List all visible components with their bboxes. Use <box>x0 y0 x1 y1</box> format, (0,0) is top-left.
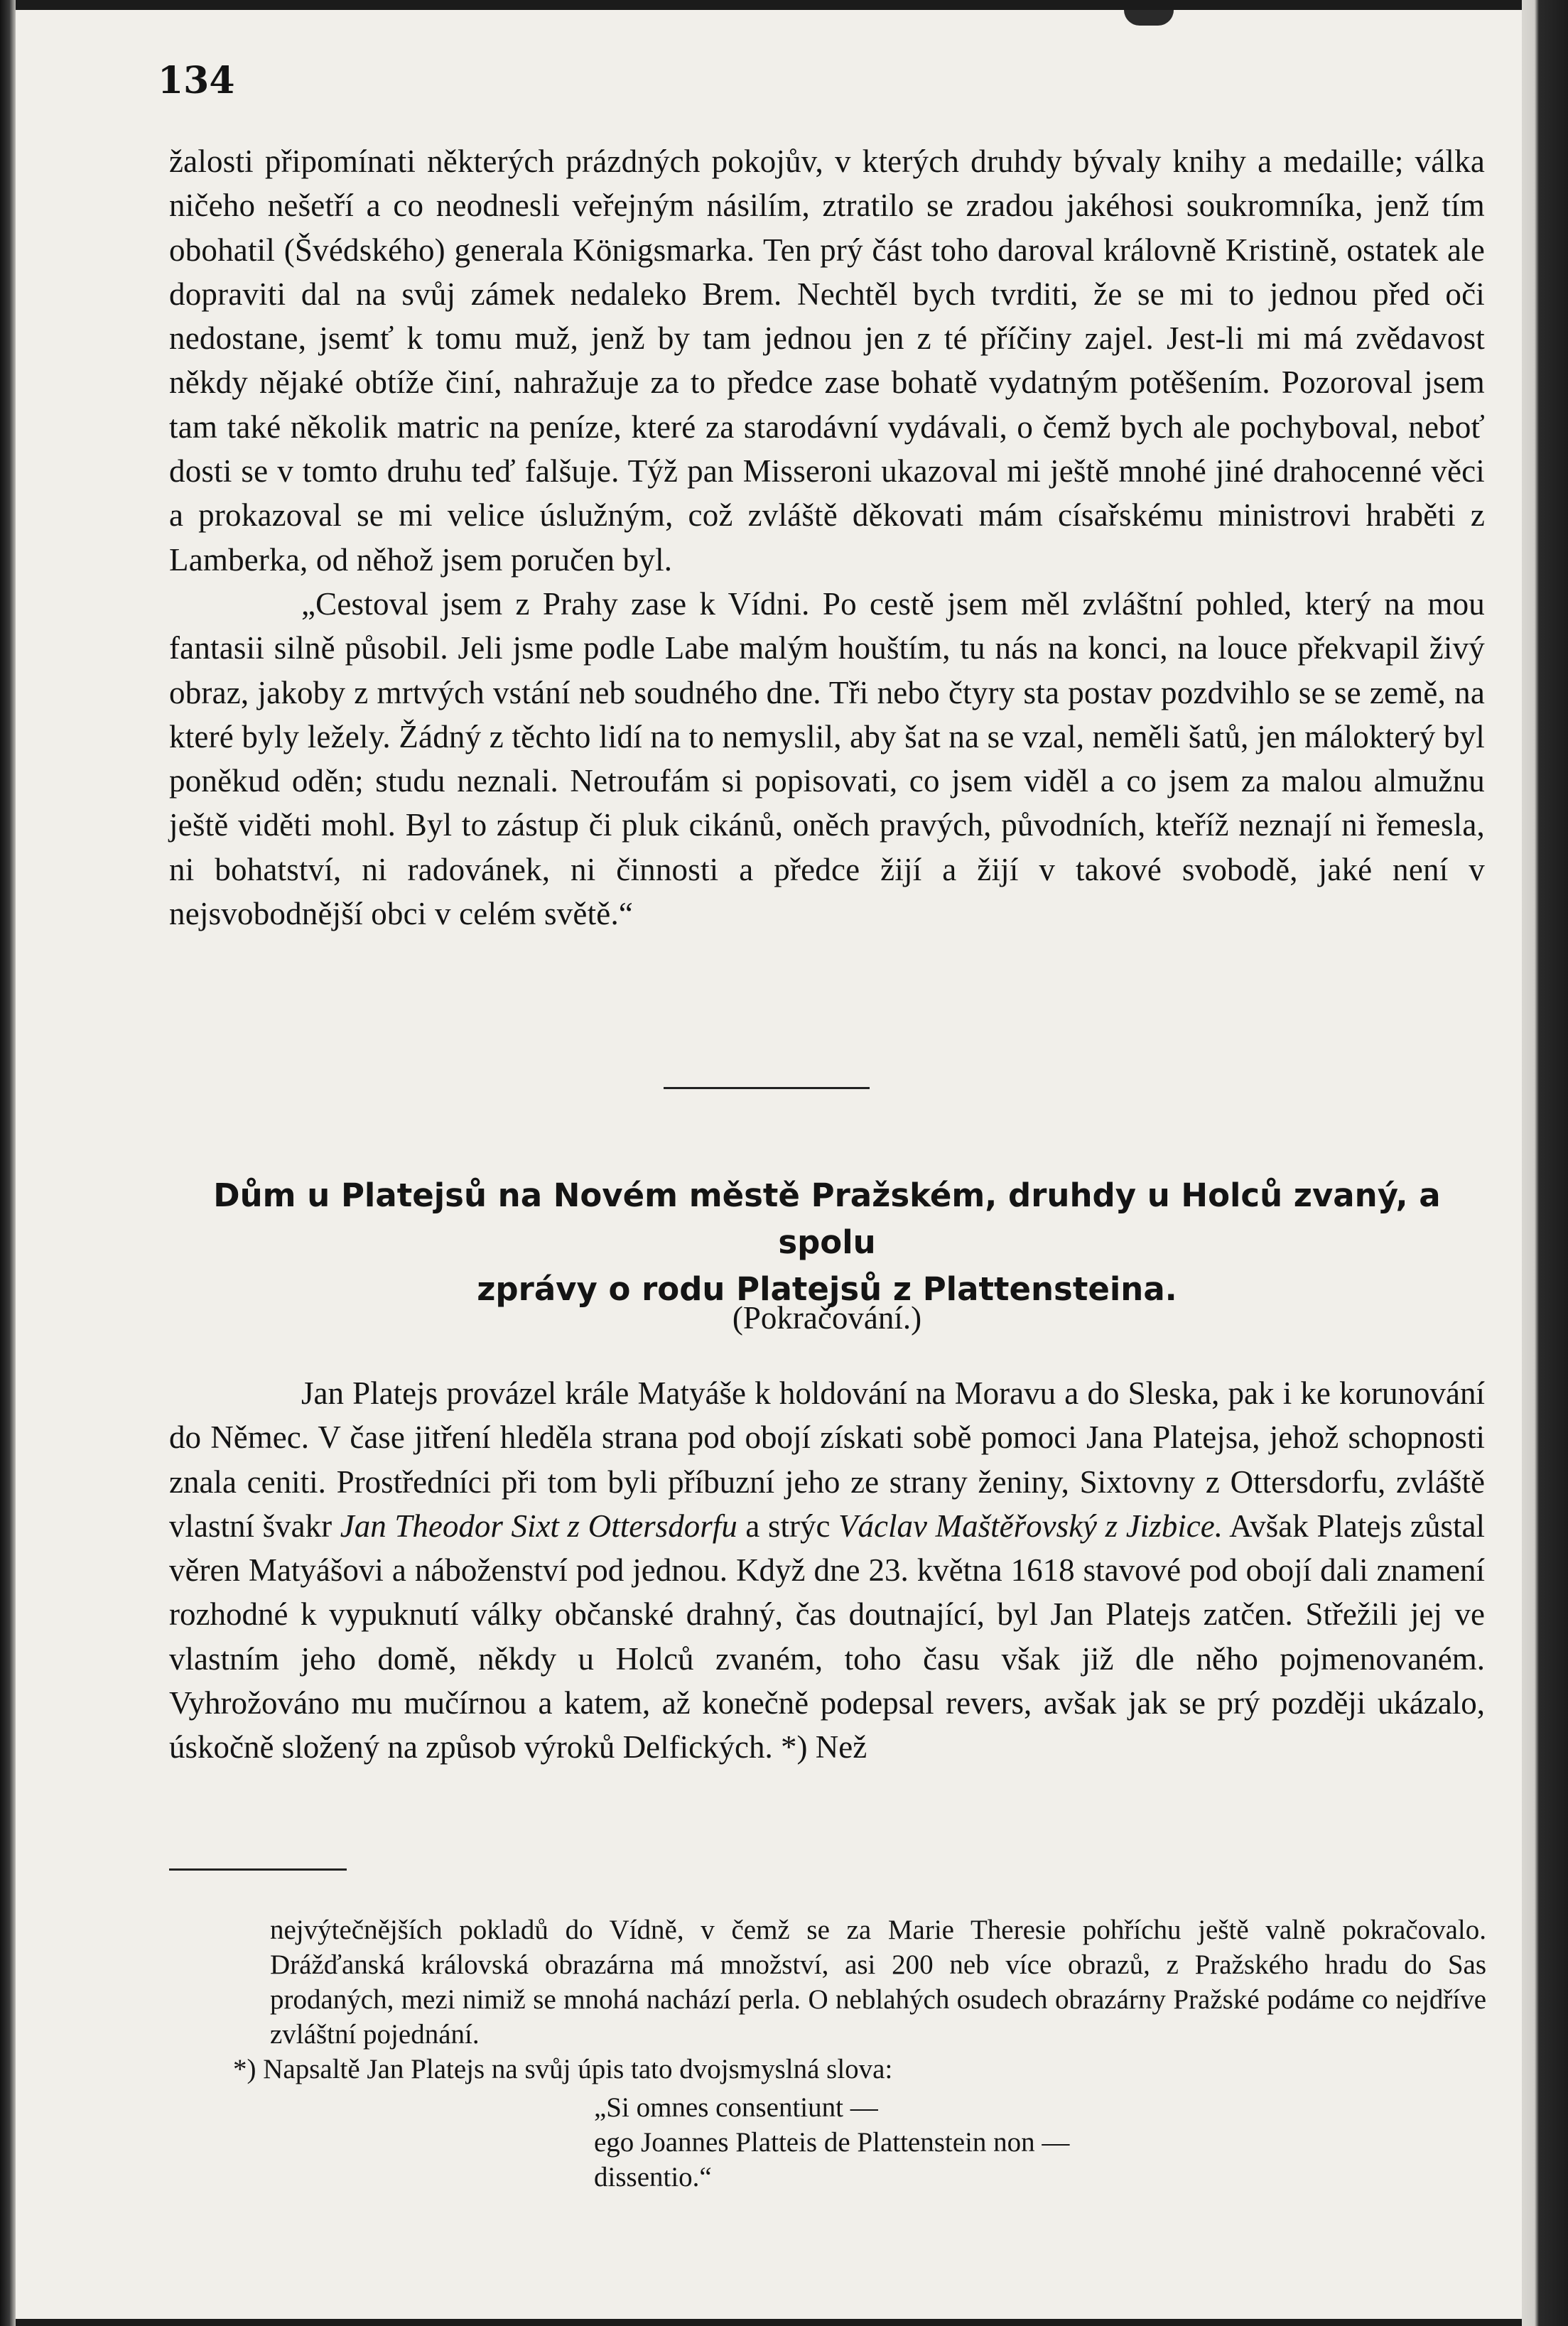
person-name-mastrovsky: Václav Maštěřovský z Jizbice. <box>838 1508 1223 1544</box>
latin-quote <box>594 2090 1069 2195</box>
paragraph-1: žalosti připomínati některých prázdných pokojův, v kterých druhdy bývaly knihy a medaille; válka ničeho nešetří a co neodnesli veřejným násilím, ztratilo se zradou jakéhosi soukromníka, jenž tím obohatil (Švédského) generala Königsmarka. Ten prý část toho daroval královně Kristině, ostatek ale dopraviti dal na svůj zámek nedaleko Brem. Nechtěl bych tvrditi, že se mi to jednou před oči nedostane, jsemť k tomu muž, jenž by tam jednou jen z té příčiny zajel. Jest-li mi má zvědavost někdy nějaké obtíže činí, nahražuje za to předce zase bohatě vydatným potěšením. Pozoroval jsem tam také několik matric na peníze, které za starodávní vydávali, o čemž bych ale pochyboval, neboť dosti se v tomto druhu teď falšuje. Týž pan Misseroni ukazoval mi ještě mnohé jiné drahocenné věci a prokazoval se mi velice úslužným, což zvláště děkovati mám císařskému ministrovi hraběti z Lamberka, od něhož jsem poručen byl. <box>169 144 1485 578</box>
page-number: 134 <box>158 59 235 102</box>
article-heading-line-2: zprávy o rodu Platejsů z Plattensteina. <box>477 1270 1177 1308</box>
scan-right-edge <box>1522 0 1568 2326</box>
latin-quote-line-1: „Si omnes consentiunt — <box>594 2092 878 2123</box>
footnote-continued: nejvýtečnějších pokladů do Vídně, v čemž se za Marie Theresie pohříchu ještě valně pokračovalo. Drážďanská královská obrazárna má množství, asi 200 neb více obrazů, z Pražského hradu do Sas prodaných, mezi nimiž se mnohá nachází perla. O neblahých osudech obrazárny Pražské podáme co nejdříve zvláštní pojednání. <box>270 1915 1486 2050</box>
footnote-rule <box>169 1868 347 1871</box>
continued-text <box>169 139 1485 936</box>
article-heading <box>169 1172 1485 1313</box>
article-body <box>169 1371 1485 1770</box>
article-paragraph <box>169 1371 1485 1770</box>
article-text-start: Jan Platejs provázel krále Matyáše k holdování na Moravu a do Sleska, pak i ke korunování do Němec. V čase jitření hleděla strana pod obojí získati sobě pomoci Jana Platejsa, jehož schopnosti znala ceniti. Prostředníci při tom byli příbuzní jeho ze strany ženiny, Sixtovny z Ottersdorfu, zvláště vlastní švakr <box>169 1375 1485 1544</box>
latin-quote-line-2: ego Joannes Platteis de Plattenstein non — <box>594 2127 1070 2158</box>
footnote-star: *) Napsaltě Jan Platejs na svůj úpis tato dvojsmyslná slova: <box>233 2054 893 2084</box>
scan-smudge <box>1124 10 1174 26</box>
person-name-sixt: Jan Theodor Sixt z Ottersdorfu <box>340 1508 737 1544</box>
paragraph-2: „Cestoval jsem z Prahy zase k Vídni. Po cestě jsem měl zvláštní pohled, který na mou fantasii silně působil. Jeli jsme podle Labe malým houštím, tu nás na konci, na louce překvapil živý obraz, jakoby z mrtvých vstání neb soudného dne. Tři nebo čtyry sta postav pozdvihlo se se země, na které byly ležely. Žádný z těchto lidí na to nemyslil, aby šat na se vzal, neměli šatů, jen málokterý byl poněkud oděn; studu neznali. Netroufám si popisovati, co jsem viděl a co jsem za malou almužnu ještě viděti mohl. Byl to zástup či pluk cikánů, oněch pravých, původních, kteříž neznají ni řemesla, ni bohatství, ni radovánek, ni činnosti a předce žijí a žijí v takové svobodě, jaké není v nejsvobodnější obci v celém světě.“ <box>169 585 1485 932</box>
section-divider <box>664 1087 870 1089</box>
scan-left-edge <box>0 0 16 2326</box>
article-subtitle: (Pokračování.) <box>732 1300 922 1336</box>
latin-quote-line-3: dissentio.“ <box>594 2162 712 2192</box>
article-heading-line-1: Dům u Platejsů na Novém městě Pražském, druhdy u Holců zvaný, a spolu <box>213 1176 1441 1261</box>
footnotes <box>233 1913 1486 2087</box>
article-text-mid: a strýc <box>737 1508 839 1544</box>
article-text-end: Avšak Platejs zůstal věren Matyášovi a náboženství pod jednou. Když dne 23. května 1618 stavové pod obojí dali znamení rozhodné k vypuknutí války občanské drahný, čas doutnající, byl Jan Platejs zatčen. Střežili jej ve vlastním jeho domě, někdy u Holců zvaném, toho času však již dle něho pojmenovaném. Vyhrožováno mu mučírnou a katem, až konečně podepsal revers, avšak jak se prý později ukázalo, úskočně složený na způsob výroků Delfických. *) Než <box>169 1508 1485 1765</box>
